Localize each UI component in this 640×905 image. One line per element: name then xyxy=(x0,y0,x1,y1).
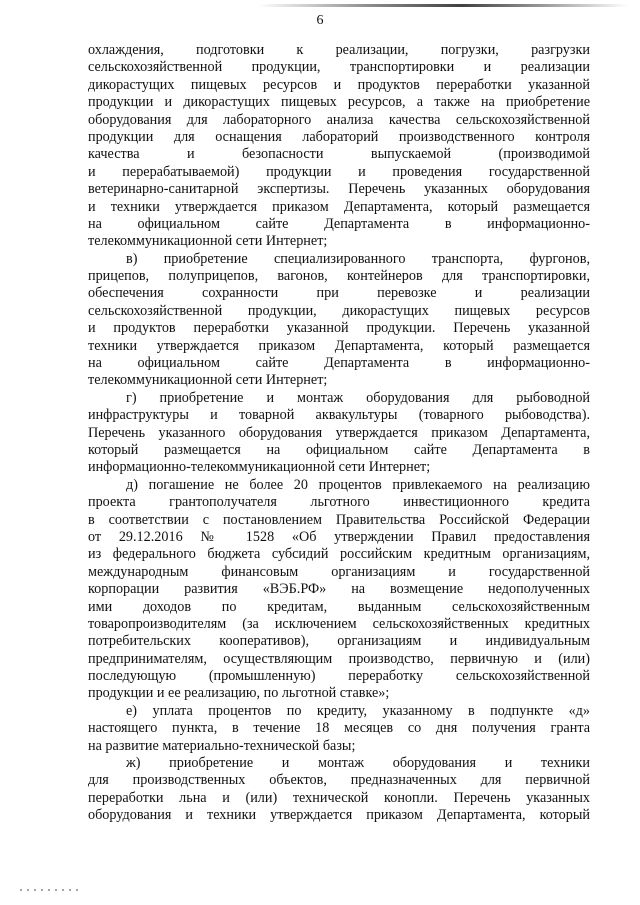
page-number: 6 xyxy=(316,13,324,28)
text-line: и перерабатываемой) продукции и проведения государственной xyxy=(88,163,590,180)
text-line: прицепов, полуприцепов, вагонов, контейнеров для транспортировки, xyxy=(88,268,590,285)
text-line: г) приобретение и монтаж оборудования для рыбоводной xyxy=(126,389,590,406)
text-line: и техники утверждается приказом Департамента, который размещается xyxy=(88,198,590,215)
text-line: сельскохозяйственной продукции, дикорастущих пищевых ресурсов xyxy=(88,302,590,319)
text-line: потребительских кооперативов), организациям и индивидуальным xyxy=(88,633,590,650)
text-line: оборудования и техники утверждается приказом Департамента, который xyxy=(88,807,590,824)
text-line: продукции для оснащения лабораторий производственного контроля xyxy=(88,128,590,145)
text-line: качества и безопасности выпускаемой (производимой xyxy=(88,146,590,163)
text-line: предпринимателям, осуществляющим производство, первичную и (или) xyxy=(88,650,590,667)
scan-artifact-dots xyxy=(20,889,80,891)
text-line: из федерального бюджета субсидий российским кредитным организациям, xyxy=(88,546,590,563)
text-line: переработки льна и (или) технической конопли. Перечень указанных xyxy=(88,789,590,806)
scan-artifact-streak xyxy=(258,4,628,7)
text-line: информационно-телекоммуникационной сети Интернет; xyxy=(88,459,431,476)
text-line: ветеринарно-санитарной экспертизы. Перечень указанных оборудования xyxy=(88,181,590,198)
text-line: в соответствии с постановлением Правительства Российской Федерации xyxy=(88,511,590,528)
text-line: корпорации развития «ВЭБ.РФ» на возмещение недополученных xyxy=(88,581,590,598)
text-line: от 29.12.2016 № 1528 «Об утверждении Правил предоставления xyxy=(88,528,590,545)
text-line: дикорастущих пищевых ресурсов и продуктов переработки указанной xyxy=(88,76,590,93)
text-line: д) погашение не более 20 процентов привлекаемого на реализацию xyxy=(126,476,590,493)
text-line: охлаждения, подготовки к реализации, погрузки, разгрузки xyxy=(88,42,590,58)
text-line: на официальном сайте Департамента в информационно- xyxy=(88,355,590,372)
text-line: Перечень указанного оборудования утверждается приказом Департамента, xyxy=(88,424,590,441)
text-line: для производственных объектов, предназначенных для первичной xyxy=(88,772,590,789)
text-line: настоящего пункта, в течение 18 месяцев со дня получения гранта xyxy=(88,720,590,737)
text-line: сельскохозяйственной продукции, транспортировки и реализации xyxy=(88,59,590,76)
text-line: ими доходов по кредитам, выданным сельскохозяйственным xyxy=(88,598,590,615)
text-line: продукции и ее реализацию, по льготной ставке»; xyxy=(88,685,390,702)
text-line: на развитие материально-технической базы; xyxy=(88,737,356,754)
text-line: инфраструктуры и товарной аквакультуры (товарного рыбоводства). xyxy=(88,407,590,424)
text-line: проекта грантополучателя льготного инвестиционного кредита xyxy=(88,494,590,511)
text-line: который размещается на официальном сайте Департамента в xyxy=(88,441,590,458)
text-line: техники утверждается приказом Департамента, который размещается xyxy=(88,337,590,354)
text-line: и продуктов переработки указанной продукции. Перечень указанной xyxy=(88,320,590,337)
text-line: ж) приобретение и монтаж оборудования и техники xyxy=(126,755,590,772)
text-line: обеспечения сохранности при перевозке и реализации xyxy=(88,285,590,302)
text-line: последующую (промышленную) переработку сельскохозяйственной xyxy=(88,668,590,685)
text-line: на официальном сайте Департамента в информационно- xyxy=(88,215,590,232)
text-line: товаропроизводителям (за исключением сельскохозяйственных кредитных xyxy=(88,615,590,632)
text-line: международным финансовым организациям и государственной xyxy=(88,563,590,580)
text-line: продукции и дикорастущих пищевых ресурсов, а также на приобретение xyxy=(88,94,590,111)
text-line: телекоммуникационной сети Интернет; xyxy=(88,372,328,389)
document-body xyxy=(88,42,590,825)
text-line: в) приобретение специализированного транспорта, фургонов, xyxy=(126,250,590,267)
text-line: оборудования для лабораторного анализа качества сельскохозяйственной xyxy=(88,111,590,128)
text-line: телекоммуникационной сети Интернет; xyxy=(88,233,328,250)
text-line: е) уплата процентов по кредиту, указанному в подпункте «д» xyxy=(126,702,590,719)
